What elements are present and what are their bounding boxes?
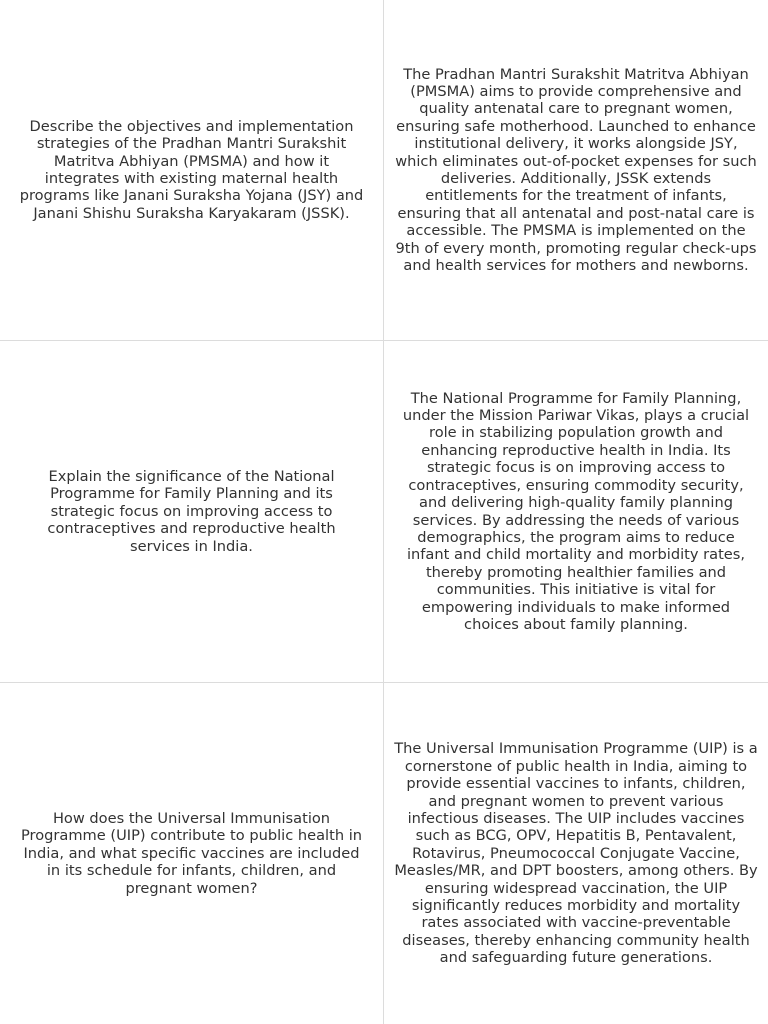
card-1-answer-cell: [384, 0, 768, 341]
card-3-question-text: How does the Universal Immunisation Programme (UIP) contribute to public health in India, and what specific vaccines are included in its schedule for infants, children, and pregnant women?: [20, 809, 363, 897]
card-2-answer-text: The National Programme for Family Planning, under the Mission Pariwar Vikas, plays a crucial role in stabilizing population growth and enhancing reproductive health in India. Its strategic focus is on improving access to contraceptives, ensuring commodity security, and delivering high-quality family planning services. By addressing the needs of various demographics, the program aims to reduce infant and child mortality and morbidity rates, thereby promoting healthier families and communities. This initiative is vital for empowering individuals to make informed choices about family planning.: [402, 389, 750, 633]
card-1-answer-text: The Pradhan Mantri Surakshit Matritva Abhiyan (PMSMA) aims to provide comprehensive and quality antenatal care to pregnant women, ensuring safe motherhood. Launched to enhance institutional delivery, it works alongside JSY, which eliminates out-of-pocket expenses for such deliveries. Additionally, JSSK extends entitlements for the treatment of infants, ensuring that all antenatal and post-natal care is accessible. The PMSMA is implemented on the 9th of every month, promoting regular check-ups and health services for mothers and newborns.: [395, 65, 757, 275]
card-2-answer-cell: [384, 341, 768, 683]
card-3-question-cell: [0, 683, 384, 1024]
card-1-question-cell: [0, 0, 384, 341]
card-2-question-cell: [0, 341, 384, 683]
card-3-answer-text: The Universal Immunisation Programme (UIP) is a cornerstone of public health in India, aiming to provide essential vaccines to infants, children, and pregnant women to prevent various infectious diseases. The UIP includes vaccines such as BCG, OPV, Hepatitis B, Pentavalent, Rotavirus, Pneumococcal Conjugate Vaccine, Measles/MR, and DPT boosters, among others. By ensuring widespread vaccination, the UIP significantly reduces morbidity and mortality rates associated with vaccine-preventable diseases, thereby enhancing community health and safeguarding future generations.: [394, 740, 758, 967]
card-1-question-text: Describe the objectives and implementation strategies of the Pradhan Mantri Surakshit Matritva Abhiyan (PMSMA) and how it integrates with existing maternal health programs like Janani Suraksha Yojana (JSY) and Janani Shishu Suraksha Karyakaram (JSSK).: [19, 117, 364, 222]
card-2-question-text: Explain the significance of the National Programme for Family Planning and its strategic focus on improving access to contraceptives and reproductive health services in India.: [47, 467, 336, 555]
card-3-answer-cell: [384, 683, 768, 1024]
